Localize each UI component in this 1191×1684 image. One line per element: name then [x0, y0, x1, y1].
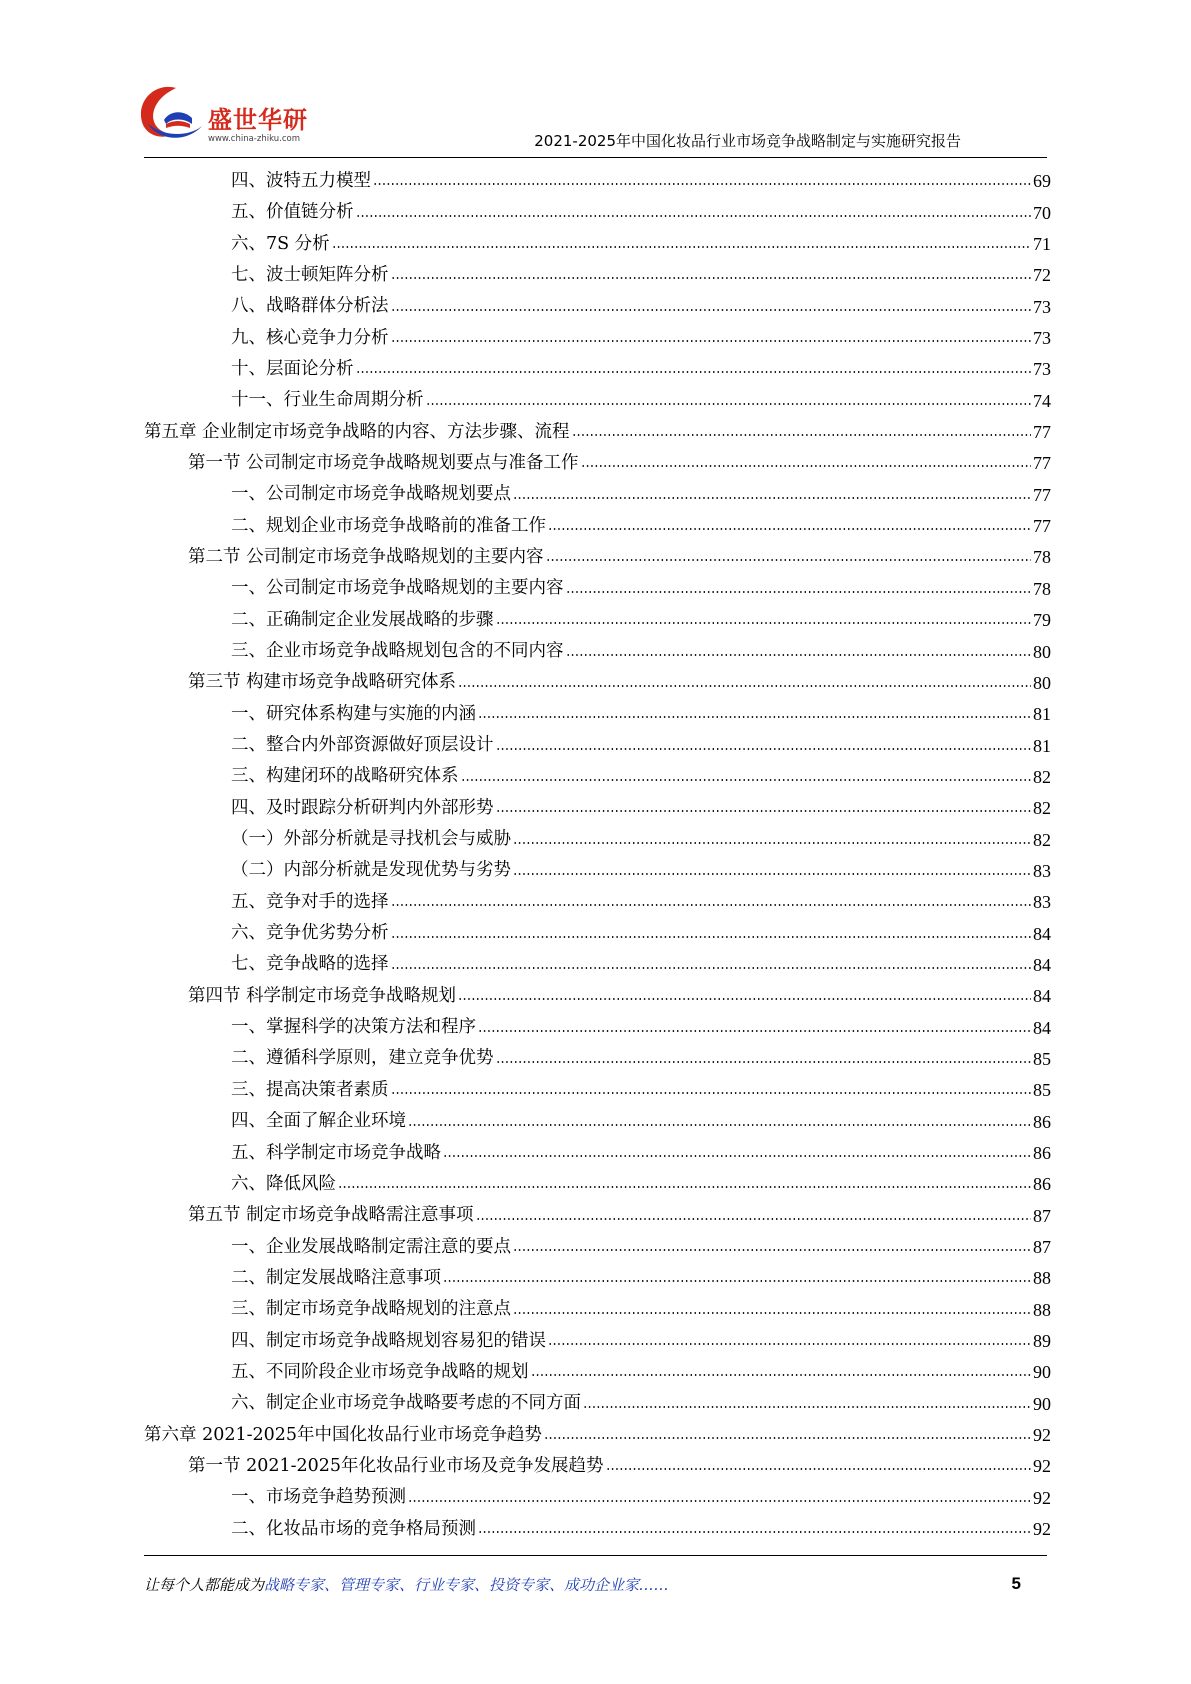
toc-dot-leader [513, 1311, 1031, 1315]
toc-dot-leader [548, 1342, 1031, 1346]
toc-entry[interactable] [144, 1072, 1051, 1103]
toc-entry-title: 二、整合内外部资源做好顶层设计 [231, 735, 494, 756]
toc-dot-leader [458, 684, 1031, 688]
toc-entry[interactable] [144, 978, 1051, 1009]
toc-entry-title: 四、波特五力模型 [231, 170, 371, 191]
toc-entry-title: 二、制定发展战略注意事项 [231, 1267, 441, 1288]
toc-entry-page: 73 [1033, 296, 1051, 317]
toc-dot-leader [391, 339, 1032, 343]
toc-entry-title: （一）外部分析就是寻找机会与威胁 [231, 829, 511, 850]
toc-entry-page: 71 [1033, 234, 1051, 255]
toc-dot-leader [606, 1467, 1031, 1471]
toc-entry-title: 五、竞争对手的选择 [231, 891, 389, 912]
toc-entry-title: 十一、行业生命周期分析 [231, 390, 424, 411]
toc-entry-title: 六、制定企业市场竞争战略要考虑的不同方面 [231, 1393, 581, 1414]
slogan-suffix: …… [639, 1576, 670, 1594]
toc-entry-page: 90 [1033, 1362, 1051, 1383]
toc-entry-title: 二、正确制定企业发展战略的步骤 [231, 609, 494, 630]
report-title: 2021-2025年中国化妆品行业市场竞争战略制定与实施研究报告 [534, 132, 961, 150]
toc-entry[interactable] [144, 1448, 1051, 1479]
toc-entry-title: 八、战略群体分析法 [231, 296, 389, 317]
toc-entry[interactable] [144, 821, 1051, 852]
toc-entry[interactable] [144, 1260, 1051, 1291]
toc-entry-title: （二）内部分析就是发现优势与劣势 [231, 860, 511, 881]
toc-entry-page: 89 [1033, 1331, 1051, 1352]
toc-entry-title: 十、层面论分析 [231, 358, 354, 379]
toc-dot-leader [566, 653, 1032, 657]
toc-dot-leader [391, 903, 1032, 907]
toc-entry-page: 87 [1033, 1205, 1051, 1226]
toc-entry-page: 77 [1033, 516, 1051, 537]
toc-entry-page: 82 [1033, 766, 1051, 787]
toc-entry[interactable] [144, 790, 1051, 821]
toc-dot-leader [572, 433, 1031, 437]
toc-entry[interactable] [144, 476, 1051, 507]
toc-entry[interactable] [144, 226, 1051, 257]
toc-entry[interactable] [144, 163, 1051, 194]
toc-dot-leader [513, 496, 1031, 500]
toc-entry-title: 三、企业市场竞争战略规划包含的不同内容 [231, 641, 564, 661]
toc-dot-leader [513, 841, 1031, 845]
toc-entry-title: 七、竞争战略的选择 [231, 954, 389, 975]
toc-dot-leader [513, 1248, 1031, 1252]
toc-dot-leader [581, 464, 1031, 468]
toc-entry[interactable] [144, 853, 1051, 884]
footer-divider [144, 1555, 1047, 1556]
toc-entry[interactable] [144, 915, 1051, 946]
toc-entry-title: 六、7S 分析 [231, 233, 330, 254]
toc-entry[interactable] [144, 1323, 1051, 1354]
toc-entry-page: 80 [1033, 641, 1051, 662]
toc-entry-title: 一、掌握科学的决策方法和程序 [231, 1017, 476, 1038]
toc-dot-leader [476, 1217, 1031, 1221]
toc-entry[interactable] [144, 351, 1051, 382]
toc-entry-page: 88 [1033, 1268, 1051, 1289]
toc-entry[interactable] [144, 884, 1051, 915]
toc-entry-title: 二、遵循科学原则，建立竞争优势 [231, 1048, 494, 1069]
toc-entry[interactable] [144, 602, 1051, 633]
toc-entry[interactable] [144, 320, 1051, 351]
toc-entry-title: 一、公司制定市场竞争战略规划要点 [231, 484, 511, 505]
toc-entry-page: 90 [1033, 1393, 1051, 1414]
toc-entry-page: 92 [1033, 1456, 1051, 1477]
toc-entry-page: 82 [1033, 829, 1051, 850]
toc-entry[interactable] [144, 1291, 1051, 1322]
toc-entry-page: 80 [1033, 672, 1051, 693]
toc-entry-title: 五、不同阶段企业市场竞争战略的规划 [231, 1361, 529, 1382]
header-divider [144, 157, 1047, 158]
toc-dot-leader [478, 715, 1031, 719]
toc-entry-title: 一、研究体系构建与实施的内涵 [231, 703, 476, 724]
toc-entry-page: 79 [1033, 610, 1051, 631]
toc-entry[interactable] [144, 1103, 1051, 1134]
toc-entry[interactable] [144, 1354, 1051, 1385]
toc-entry-page: 83 [1033, 860, 1051, 881]
toc-entry-title: 五、科学制定市场竞争战略 [231, 1142, 441, 1163]
toc-entry[interactable] [144, 257, 1051, 288]
toc-entry-title: 第一节 公司制定市场竞争战略规划要点与准备工作 [188, 452, 579, 473]
toc-dot-leader [478, 1029, 1031, 1033]
toc-dot-leader [496, 1060, 1032, 1064]
toc-entry-page: 77 [1033, 422, 1051, 443]
toc-entry-page: 86 [1033, 1111, 1051, 1132]
toc-entry-title: 二、化妆品市场的竞争格局预测 [231, 1518, 476, 1539]
toc-entry-page: 81 [1033, 735, 1051, 756]
toc-entry-title: 第五章 企业制定市场竞争战略的内容、方法步骤、流程 [144, 421, 570, 442]
toc-entry-title: 二、规划企业市场竞争战略前的准备工作 [231, 515, 546, 536]
toc-dot-leader [356, 370, 1032, 374]
toc-dot-leader [332, 245, 1031, 249]
toc-dot-leader [391, 966, 1032, 970]
toc-entry-page: 86 [1033, 1143, 1051, 1163]
toc-entry-page: 83 [1033, 892, 1051, 913]
toc-dot-leader [391, 935, 1032, 939]
toc-dot-leader [496, 809, 1032, 813]
toc-entry-title: 九、核心竞争力分析 [231, 327, 389, 348]
logo-url: www.china-zhiku.com [208, 134, 300, 144]
toc-entry-title: 第四节 科学制定市场竞争战略规划 [188, 985, 457, 1006]
toc-dot-leader [338, 1185, 1031, 1189]
toc-entry-page: 81 [1033, 704, 1051, 725]
toc-entry[interactable] [144, 1385, 1051, 1416]
toc-entry[interactable] [144, 1009, 1051, 1040]
toc-entry[interactable] [144, 665, 1051, 696]
toc-entry-title: 一、企业发展战略制定需注意的要点 [231, 1236, 511, 1257]
toc-entry[interactable] [144, 1229, 1051, 1260]
toc-entry-title: 三、构建闭环的战略研究体系 [231, 766, 459, 787]
toc-entry[interactable] [144, 696, 1051, 727]
logo-name: 盛世华研 [208, 106, 308, 134]
toc-entry[interactable] [144, 1041, 1051, 1072]
toc-entry-title: 一、市场竞争趋势预测 [231, 1487, 406, 1508]
toc-entry-title: 第五节 制定市场竞争战略需注意事项 [188, 1205, 474, 1226]
toc-dot-leader [531, 1373, 1032, 1377]
toc-entry-title: 第三节 构建市场竞争战略研究体系 [188, 672, 457, 693]
toc-entry-page: 92 [1033, 1519, 1051, 1540]
toc-entry-page: 85 [1033, 1048, 1051, 1069]
toc-entry[interactable] [144, 508, 1051, 539]
toc-entry-title: 四、制定市场竞争战略规划容易犯的错误 [231, 1330, 546, 1351]
toc-dot-leader [408, 1499, 1031, 1503]
toc-dot-leader [426, 402, 1032, 406]
toc-entry[interactable] [144, 1417, 1051, 1448]
toc-entry-title: 第一节 2021-2025年化妆品行业市场及竞争发展趋势 [188, 1455, 604, 1476]
toc-entry-page: 86 [1033, 1174, 1051, 1195]
toc-entry-page: 73 [1033, 359, 1051, 380]
table-of-contents [144, 163, 1051, 1542]
toc-entry-title: 六、降低风险 [231, 1173, 336, 1194]
toc-entry-page: 84 [1033, 986, 1051, 1007]
toc-dot-leader [513, 872, 1031, 876]
toc-entry[interactable] [144, 633, 1051, 664]
toc-dot-leader [391, 308, 1032, 312]
toc-dot-leader [391, 1091, 1032, 1095]
toc-entry-title: 七、波士顿矩阵分析 [231, 264, 389, 285]
footer-slogan [144, 1574, 669, 1595]
toc-entry-title: 第六章 2021-2025年中国化妆品行业市场竞争趋势 [144, 1424, 543, 1445]
toc-entry[interactable] [144, 414, 1051, 445]
toc-entry[interactable] [144, 1479, 1051, 1510]
toc-entry[interactable] [144, 759, 1051, 790]
toc-dot-leader [546, 558, 1031, 562]
toc-entry-title: 四、及时跟踪分析研判内外部形势 [231, 797, 494, 818]
toc-entry-page: 92 [1033, 1425, 1051, 1446]
toc-entry-page: 77 [1033, 484, 1051, 505]
toc-dot-leader [373, 182, 1031, 186]
toc-dot-leader [443, 1154, 1031, 1158]
toc-dot-leader [496, 621, 1032, 625]
toc-entry-page: 74 [1033, 390, 1051, 411]
toc-dot-leader [478, 1530, 1031, 1534]
toc-entry-page: 82 [1033, 798, 1051, 819]
toc-entry[interactable] [144, 1166, 1051, 1197]
toc-entry-page: 73 [1033, 328, 1051, 349]
toc-entry-page: 77 [1033, 453, 1051, 474]
toc-entry-title: 第二节 公司制定市场竞争战略规划的主要内容 [188, 546, 544, 567]
toc-entry[interactable] [144, 194, 1051, 225]
toc-entry-page: 78 [1033, 547, 1051, 568]
toc-entry-page: 88 [1033, 1299, 1051, 1320]
toc-entry-page: 87 [1033, 1237, 1051, 1258]
toc-dot-leader [458, 997, 1031, 1001]
toc-entry[interactable] [144, 727, 1051, 758]
toc-dot-leader [391, 276, 1032, 280]
toc-entry-page: 92 [1033, 1487, 1051, 1508]
toc-dot-leader [566, 590, 1032, 594]
toc-entry-page: 84 [1033, 923, 1051, 944]
toc-entry[interactable] [144, 1511, 1051, 1542]
slogan-prefix: 让每个人都能成为 [144, 1576, 265, 1594]
toc-entry-title: 三、提高决策者素质 [231, 1079, 389, 1100]
toc-entry[interactable] [144, 947, 1051, 978]
toc-entry-page: 70 [1033, 202, 1051, 223]
toc-entry[interactable] [144, 1197, 1051, 1228]
toc-dot-leader [544, 1436, 1031, 1440]
toc-dot-leader [356, 214, 1032, 218]
toc-entry[interactable] [144, 539, 1051, 570]
toc-entry-title: 三、制定市场竞争战略规划的注意点 [231, 1299, 511, 1320]
toc-entry-page: 69 [1033, 171, 1051, 192]
toc-entry[interactable] [144, 382, 1051, 413]
toc-dot-leader [408, 1123, 1031, 1127]
toc-dot-leader [443, 1279, 1031, 1283]
toc-entry-page: 84 [1033, 1017, 1051, 1038]
toc-dot-leader [496, 747, 1032, 751]
toc-entry[interactable] [144, 570, 1051, 601]
toc-dot-leader [583, 1405, 1031, 1409]
toc-entry-title: 四、全面了解企业环境 [231, 1111, 406, 1132]
toc-entry-page: 78 [1033, 578, 1051, 599]
toc-dot-leader [461, 778, 1032, 782]
toc-entry-title: 一、公司制定市场竞争战略规划的主要内容 [231, 578, 564, 599]
toc-dot-leader [548, 527, 1031, 531]
toc-entry[interactable] [144, 288, 1051, 319]
toc-entry-title: 五、价值链分析 [231, 202, 354, 223]
toc-entry[interactable] [144, 1135, 1051, 1166]
toc-entry-page: 72 [1033, 265, 1051, 286]
toc-entry-title: 六、竞争优劣势分析 [231, 923, 389, 944]
page-number: 5 [1011, 1574, 1021, 1593]
toc-entry[interactable] [144, 445, 1051, 476]
toc-entry-page: 85 [1033, 1080, 1051, 1101]
toc-entry-page: 84 [1033, 954, 1051, 975]
slogan-highlight: 战略专家、管理专家、行业专家、投资专家、成功企业家 [264, 1576, 640, 1594]
